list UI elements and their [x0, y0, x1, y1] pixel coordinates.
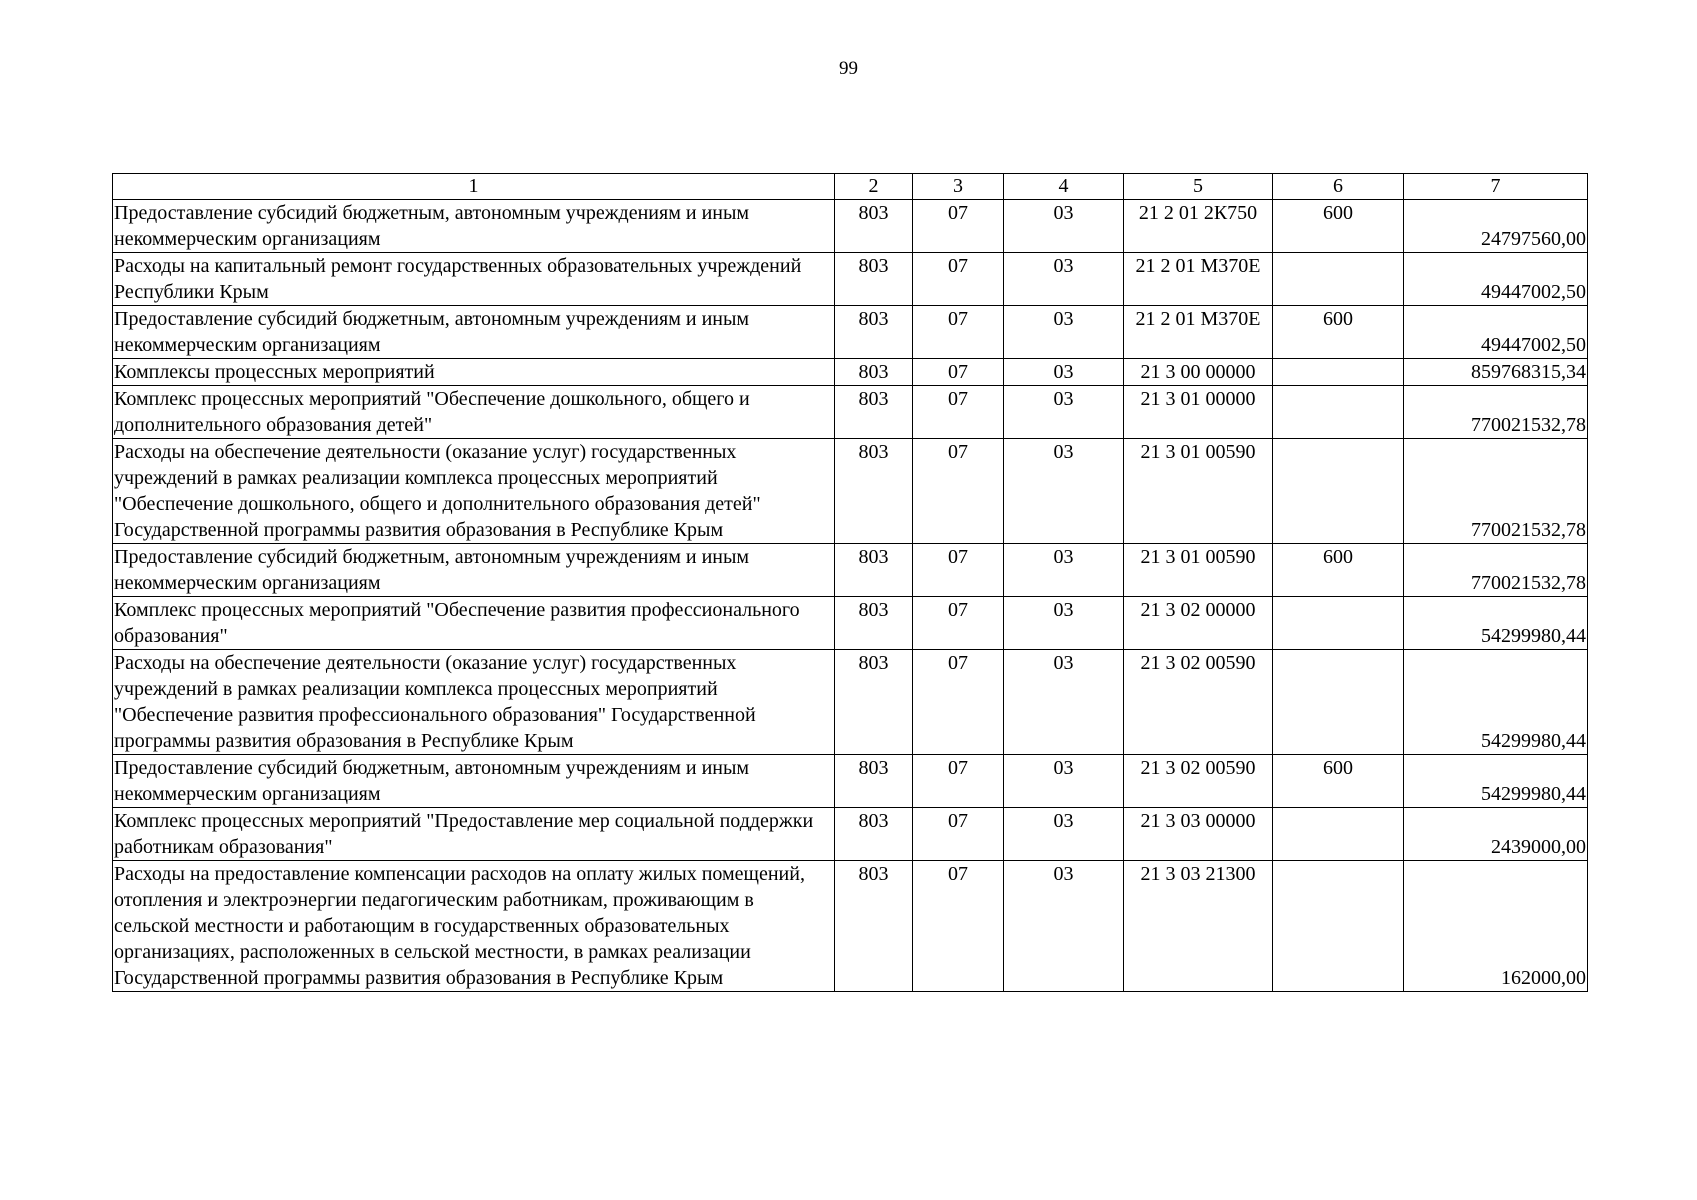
section-code-cell: 07 [913, 544, 1004, 597]
expense-type-cell [1273, 861, 1404, 992]
expense-type-cell [1273, 359, 1404, 386]
expense-type-cell [1273, 808, 1404, 861]
ministry-code-cell: 803 [835, 359, 913, 386]
table-row [113, 650, 1588, 755]
target-article-cell: 21 2 01 М370Е [1124, 253, 1273, 306]
amount-cell: 2439000,00 [1404, 808, 1588, 861]
item-name-cell: Предоставление субсидий бюджетным, автономным учреждениям и иным некоммерческим организациям [113, 755, 835, 808]
page-number: 99 [839, 58, 858, 79]
column-header: 2 [835, 174, 913, 200]
ministry-code-cell: 803 [835, 200, 913, 253]
budget-table [112, 173, 1588, 992]
amount-cell: 770021532,78 [1404, 386, 1588, 439]
subsection-code-cell: 03 [1004, 861, 1124, 992]
target-article-cell: 21 3 02 00590 [1124, 755, 1273, 808]
section-code-cell: 07 [913, 439, 1004, 544]
subsection-code-cell: 03 [1004, 650, 1124, 755]
column-header: 1 [113, 174, 835, 200]
table-row [113, 253, 1588, 306]
subsection-code-cell: 03 [1004, 544, 1124, 597]
ministry-code-cell: 803 [835, 386, 913, 439]
subsection-code-cell: 03 [1004, 306, 1124, 359]
target-article-cell: 21 3 02 00000 [1124, 597, 1273, 650]
section-code-cell: 07 [913, 597, 1004, 650]
amount-cell: 49447002,50 [1404, 306, 1588, 359]
subsection-code-cell: 03 [1004, 359, 1124, 386]
column-header: 7 [1404, 174, 1588, 200]
subsection-code-cell: 03 [1004, 386, 1124, 439]
section-code-cell: 07 [913, 359, 1004, 386]
target-article-cell: 21 2 01 2К750 [1124, 200, 1273, 253]
column-header: 5 [1124, 174, 1273, 200]
section-code-cell: 07 [913, 253, 1004, 306]
column-number-row [113, 174, 1588, 200]
item-name-cell: Предоставление субсидий бюджетным, автономным учреждениям и иным некоммерческим организациям [113, 306, 835, 359]
item-name-cell: Предоставление субсидий бюджетным, автономным учреждениям и иным некоммерческим организациям [113, 200, 835, 253]
amount-cell: 162000,00 [1404, 861, 1588, 992]
section-code-cell: 07 [913, 200, 1004, 253]
ministry-code-cell: 803 [835, 439, 913, 544]
ministry-code-cell: 803 [835, 755, 913, 808]
target-article-cell: 21 3 03 21300 [1124, 861, 1273, 992]
amount-cell: 770021532,78 [1404, 439, 1588, 544]
item-name-cell: Комплексы процессных мероприятий [113, 359, 835, 386]
section-code-cell: 07 [913, 650, 1004, 755]
target-article-cell: 21 3 01 00000 [1124, 386, 1273, 439]
ministry-code-cell: 803 [835, 650, 913, 755]
item-name-cell: Предоставление субсидий бюджетным, автономным учреждениям и иным некоммерческим организациям [113, 544, 835, 597]
expense-type-cell [1273, 253, 1404, 306]
table-row [113, 808, 1588, 861]
expense-type-cell [1273, 597, 1404, 650]
section-code-cell: 07 [913, 755, 1004, 808]
item-name-cell: Расходы на капитальный ремонт государственных образовательных учреждений Республики Крым [113, 253, 835, 306]
item-name-cell: Расходы на обеспечение деятельности (оказание услуг) государственных учреждений в рамках реализации комплекса процессных мероприятий "Обеспечение развития профессионального образования" Государственной программы развития образования в Республике Крым [113, 650, 835, 755]
amount-cell: 54299980,44 [1404, 597, 1588, 650]
subsection-code-cell: 03 [1004, 755, 1124, 808]
target-article-cell: 21 3 03 00000 [1124, 808, 1273, 861]
expense-type-cell: 600 [1273, 306, 1404, 359]
table-row [113, 755, 1588, 808]
section-code-cell: 07 [913, 861, 1004, 992]
table-row [113, 200, 1588, 253]
ministry-code-cell: 803 [835, 861, 913, 992]
expense-type-cell: 600 [1273, 755, 1404, 808]
item-name-cell: Расходы на предоставление компенсации расходов на оплату жилых помещений, отопления и электроэнергии педагогическим работникам, проживающим в сельской местности и работающим в государственных образовательных организациях, расположенных в сельской местности, в рамках реализации Государственной программы развития образования в Республике Крым [113, 861, 835, 992]
table-row [113, 544, 1588, 597]
table-row [113, 439, 1588, 544]
table-row [113, 386, 1588, 439]
table-row [113, 359, 1588, 386]
expense-type-cell [1273, 650, 1404, 755]
expense-type-cell [1273, 386, 1404, 439]
amount-cell: 49447002,50 [1404, 253, 1588, 306]
subsection-code-cell: 03 [1004, 253, 1124, 306]
table-body [113, 200, 1588, 992]
section-code-cell: 07 [913, 386, 1004, 439]
target-article-cell: 21 3 00 00000 [1124, 359, 1273, 386]
column-header: 6 [1273, 174, 1404, 200]
section-code-cell: 07 [913, 808, 1004, 861]
amount-cell: 54299980,44 [1404, 650, 1588, 755]
table-row [113, 861, 1588, 992]
target-article-cell: 21 3 01 00590 [1124, 544, 1273, 597]
item-name-cell: Расходы на обеспечение деятельности (оказание услуг) государственных учреждений в рамках реализации комплекса процессных мероприятий "Обеспечение дошкольного, общего и дополнительного образования детей" Государственной программы развития образования в Республике Крым [113, 439, 835, 544]
item-name-cell: Комплекс процессных мероприятий "Предоставление мер социальной поддержки работникам образования" [113, 808, 835, 861]
subsection-code-cell: 03 [1004, 439, 1124, 544]
ministry-code-cell: 803 [835, 253, 913, 306]
ministry-code-cell: 803 [835, 597, 913, 650]
expense-type-cell: 600 [1273, 544, 1404, 597]
amount-cell: 859768315,34 [1404, 359, 1588, 386]
table-row [113, 597, 1588, 650]
amount-cell: 24797560,00 [1404, 200, 1588, 253]
amount-cell: 770021532,78 [1404, 544, 1588, 597]
section-code-cell: 07 [913, 306, 1004, 359]
subsection-code-cell: 03 [1004, 808, 1124, 861]
ministry-code-cell: 803 [835, 808, 913, 861]
target-article-cell: 21 3 02 00590 [1124, 650, 1273, 755]
table-row [113, 306, 1588, 359]
target-article-cell: 21 3 01 00590 [1124, 439, 1273, 544]
column-header: 3 [913, 174, 1004, 200]
expense-type-cell [1273, 439, 1404, 544]
subsection-code-cell: 03 [1004, 200, 1124, 253]
ministry-code-cell: 803 [835, 306, 913, 359]
ministry-code-cell: 803 [835, 544, 913, 597]
subsection-code-cell: 03 [1004, 597, 1124, 650]
item-name-cell: Комплекс процессных мероприятий "Обеспечение развития профессионального образования" [113, 597, 835, 650]
expense-type-cell: 600 [1273, 200, 1404, 253]
column-header: 4 [1004, 174, 1124, 200]
item-name-cell: Комплекс процессных мероприятий "Обеспечение дошкольного, общего и дополнительного образования детей" [113, 386, 835, 439]
amount-cell: 54299980,44 [1404, 755, 1588, 808]
target-article-cell: 21 2 01 М370Е [1124, 306, 1273, 359]
